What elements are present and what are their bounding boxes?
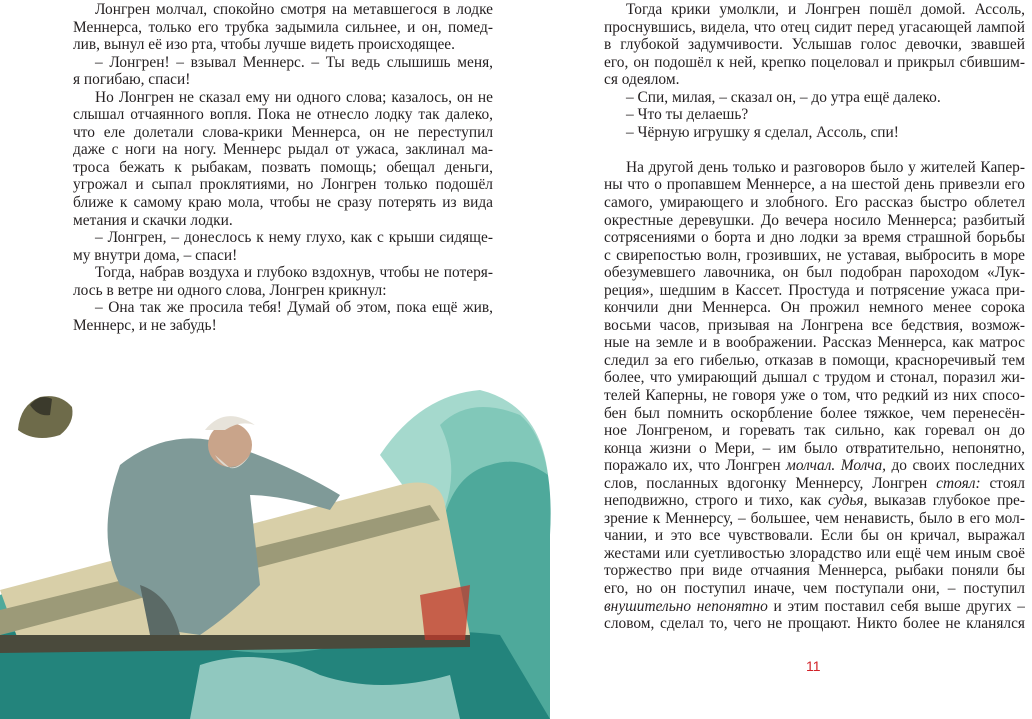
- text-line: [604, 106, 1025, 124]
- text-line: [73, 141, 493, 159]
- text-segment: зрение к Меннерсу, – большее, чем ненависть, было в его мол-: [604, 509, 1025, 527]
- text-segment: Меннерс, и не забудь!: [73, 316, 217, 334]
- text-line: [73, 212, 493, 230]
- text-line: [73, 71, 493, 89]
- paragraph: [604, 159, 1025, 633]
- text-segment: что еле долетали слова-крики Меннерса, он не переступил: [73, 123, 493, 141]
- paragraph: [73, 54, 493, 89]
- paragraph: [73, 1, 493, 54]
- text-segment: На другой день только и разговоров было у жителей Капер-: [626, 158, 1025, 176]
- text-segment: сотрясениями о борта и дно лодки за время страшной борьбы: [604, 229, 1025, 247]
- text-segment: Тогда, набрав воздуха и глубоко вздохнув, чтобы не потеря-: [95, 264, 493, 282]
- text-line: [73, 282, 493, 300]
- text-segment: – Что ты делаешь?: [626, 106, 749, 124]
- text-segment: жестами или суетливостью злорадство или ещё чем иным своё: [604, 544, 1025, 562]
- text-segment: Но Лонгрен не сказал ему ни одного слова; казалось, он не: [95, 88, 493, 106]
- text-line: [604, 124, 1025, 142]
- text-segment: стоял: [980, 474, 1025, 492]
- text-line: [604, 562, 1025, 580]
- text-segment: лось в ветре ни одного слова, Лонгрен крикнул:: [73, 281, 387, 299]
- text-line: [604, 510, 1025, 528]
- text-line: [604, 440, 1025, 458]
- text-line: [604, 369, 1025, 387]
- text-segment: телей Каперны, не говоря уже о том, что редкий из них спосо-: [604, 386, 1025, 404]
- text-line: [604, 54, 1025, 72]
- text-line: [73, 176, 493, 194]
- text-line: [73, 194, 493, 212]
- text-line: [604, 580, 1025, 598]
- text-segment: ся одеялом.: [604, 71, 680, 89]
- text-segment: выказав глубокое пре-: [867, 492, 1025, 510]
- text-line: [73, 264, 493, 282]
- text-segment: метания и скачки лодки.: [73, 211, 233, 229]
- left-page-text: [73, 1, 493, 334]
- text-line: [604, 615, 1025, 633]
- text-segment: поражало их, что Лонгрен: [604, 457, 787, 475]
- text-segment: ное Лонгреном, и горевать так сильно, как горевал он до: [604, 422, 1025, 440]
- paragraph: [604, 89, 1025, 107]
- text-line: [604, 247, 1025, 265]
- text-segment: Меннерса, только его трубка задымила сильнее, и он, помед-: [73, 18, 493, 36]
- text-segment: его, он подошёл к ней, крепко поцеловал и прикрыл сбившим-: [604, 53, 1025, 71]
- text-line: [73, 247, 493, 265]
- text-line: [604, 19, 1025, 37]
- illustration-longren-in-boat: [0, 335, 555, 719]
- paragraph: [604, 106, 1025, 124]
- text-line: [604, 36, 1025, 54]
- text-segment: восьми часов, призывая на Лонгрена все бедствия, возмож-: [604, 316, 1025, 334]
- text-segment: – Лонгрен! – взывал Меннерс. – Ты ведь слышишь меня,: [95, 53, 493, 71]
- text-segment: самого, умирающего и злобного. Его рассказ быстро облетел: [604, 193, 1025, 211]
- text-line: [604, 194, 1025, 212]
- text-segment: му внутри дома, – спаси!: [73, 246, 238, 264]
- text-line: [73, 159, 493, 177]
- text-segment: словом, сделал то, чего не прощают. Никто более не кланялся: [604, 615, 1025, 633]
- text-line: [73, 19, 493, 37]
- text-line: [604, 475, 1025, 493]
- text-line: [604, 212, 1025, 230]
- text-segment: до своих последних: [886, 457, 1025, 475]
- text-segment: я погибаю, спаси!: [73, 71, 191, 89]
- text-segment: обезумевшего лавочника, он был подобран пароходом «Лук-: [604, 264, 1025, 282]
- hat-icon: [18, 396, 73, 438]
- paragraph: [604, 124, 1025, 142]
- text-segment: его, но он поступил иначе, чем поступали они, – поступил: [604, 580, 1025, 597]
- text-line: [73, 317, 493, 335]
- text-segment: проснувшись, видела, что отец сидит перед угасающей лампой: [604, 18, 1025, 36]
- text-segment: неподвижно, строго и тихо, как: [604, 492, 829, 510]
- text-segment: Тогда крики умолкли, и Лонгрен пошёл домой. Ассоль,: [626, 1, 1025, 18]
- text-line: [604, 299, 1025, 317]
- page-number: 11: [806, 658, 821, 674]
- italic-text: молчал. Молча,: [786, 457, 887, 475]
- paragraph: [73, 89, 493, 229]
- text-line: [604, 71, 1025, 89]
- paragraph: [604, 1, 1025, 89]
- text-segment: окрестные деревушки. До вечера носило Меннерса; разбитый: [604, 211, 1025, 229]
- text-line: [73, 124, 493, 142]
- text-segment: слов, посланных вдогонку Меннерсу, Лонгрен: [604, 474, 937, 492]
- text-segment: угрожал и сыпал проклятиями, но Лонгрен только подошёл: [73, 176, 493, 194]
- text-line: [73, 54, 493, 72]
- text-line: [604, 352, 1025, 370]
- paragraph: [73, 299, 493, 334]
- text-line: [604, 545, 1025, 563]
- text-segment: троса бежать к рыбакам, позвать помощь; обещал деньги,: [73, 158, 493, 176]
- text-line: [604, 317, 1025, 335]
- text-segment: более, что умирающий дышал с трудом и стонал, поразил жи-: [604, 369, 1025, 387]
- text-line: [604, 422, 1025, 440]
- text-segment: – Спи, милая, – сказал он, – до утра ещё далеко.: [626, 88, 941, 106]
- text-line: [604, 527, 1025, 545]
- text-line: [604, 1, 1025, 19]
- text-segment: бен был помнить оскорбление более тяжкое, чем перенесён-: [604, 404, 1025, 422]
- text-line: [604, 264, 1025, 282]
- text-line: [604, 457, 1025, 475]
- text-line: [604, 334, 1025, 352]
- text-segment: и этим поставил себя выше других –: [767, 597, 1025, 615]
- italic-text: внушительно непонятно: [604, 597, 768, 615]
- right-page-text: [604, 1, 1025, 633]
- text-segment: – Чёрную игрушку я сделал, Ассоль, спи!: [626, 123, 899, 141]
- text-segment: слышал отчаянного вопля. Пока не отнесло лодку так далеко,: [73, 106, 493, 124]
- text-segment: ны что о пропавшем Меннерсе, а на шестой день привезли его: [604, 176, 1025, 194]
- text-line: [604, 387, 1025, 405]
- text-line: [604, 282, 1025, 300]
- text-line: [604, 229, 1025, 247]
- text-segment: торжество при виде отчаяния Меннерса, рыбаки поняли бы: [604, 562, 1025, 580]
- text-line: [73, 106, 493, 124]
- text-line: [604, 492, 1025, 510]
- text-segment: следил за его гибелью, отказав в помощи, красноречивый тем: [604, 351, 1025, 369]
- text-segment: – Она так же просила тебя! Думай об этом, пока ещё жив,: [95, 299, 493, 317]
- text-segment: чании, и это все чувствовали. Если бы он кричал, выражал: [604, 527, 1025, 545]
- text-line: [604, 159, 1025, 177]
- text-segment: конца жизни о Мери, – им было отвратительно, непонятно,: [604, 439, 1025, 457]
- paragraph: [73, 229, 493, 264]
- text-segment: ближе к самому краю мола, чтобы не сразу потерять из вида: [73, 194, 493, 212]
- text-line: [73, 36, 493, 54]
- paragraph: [73, 264, 493, 299]
- text-segment: – Лонгрен, – донеслось к нему глухо, как с крыши сидяще-: [95, 229, 493, 247]
- text-segment: кончили дни Меннерса. Он прожил немного менее сорока: [604, 299, 1025, 317]
- text-segment: реция», шедшим в Кассет. Простуда и потрясение ужаса при-: [604, 281, 1025, 299]
- italic-text: стоял:: [936, 474, 981, 492]
- text-line: [73, 299, 493, 317]
- text-segment: даже с ноги на ногу. Меннерс рыдал от ужаса, заклинал ма-: [73, 141, 493, 159]
- text-line: [604, 176, 1025, 194]
- text-line: [73, 89, 493, 107]
- text-segment: ные на земле и в воображении. Рассказ Меннерса, как матрос: [604, 334, 1025, 352]
- text-line: [73, 1, 493, 19]
- italic-text: судья,: [828, 492, 868, 510]
- text-line: [73, 229, 493, 247]
- text-line: [604, 598, 1025, 616]
- text-segment: с свирепостью волн, грозивших, не уставая, выбросить в море: [604, 246, 1025, 264]
- text-segment: лив, вынул её изо рта, чтобы лучше видеть происходящее.: [73, 36, 455, 54]
- text-segment: Лонгрен молчал, спокойно смотря на метавшегося в лодке: [95, 1, 493, 18]
- text-line: [604, 89, 1025, 107]
- text-segment: в глубокой задумчивости. Услышав голос девочки, звавшей: [604, 36, 1025, 54]
- text-line: [604, 405, 1025, 423]
